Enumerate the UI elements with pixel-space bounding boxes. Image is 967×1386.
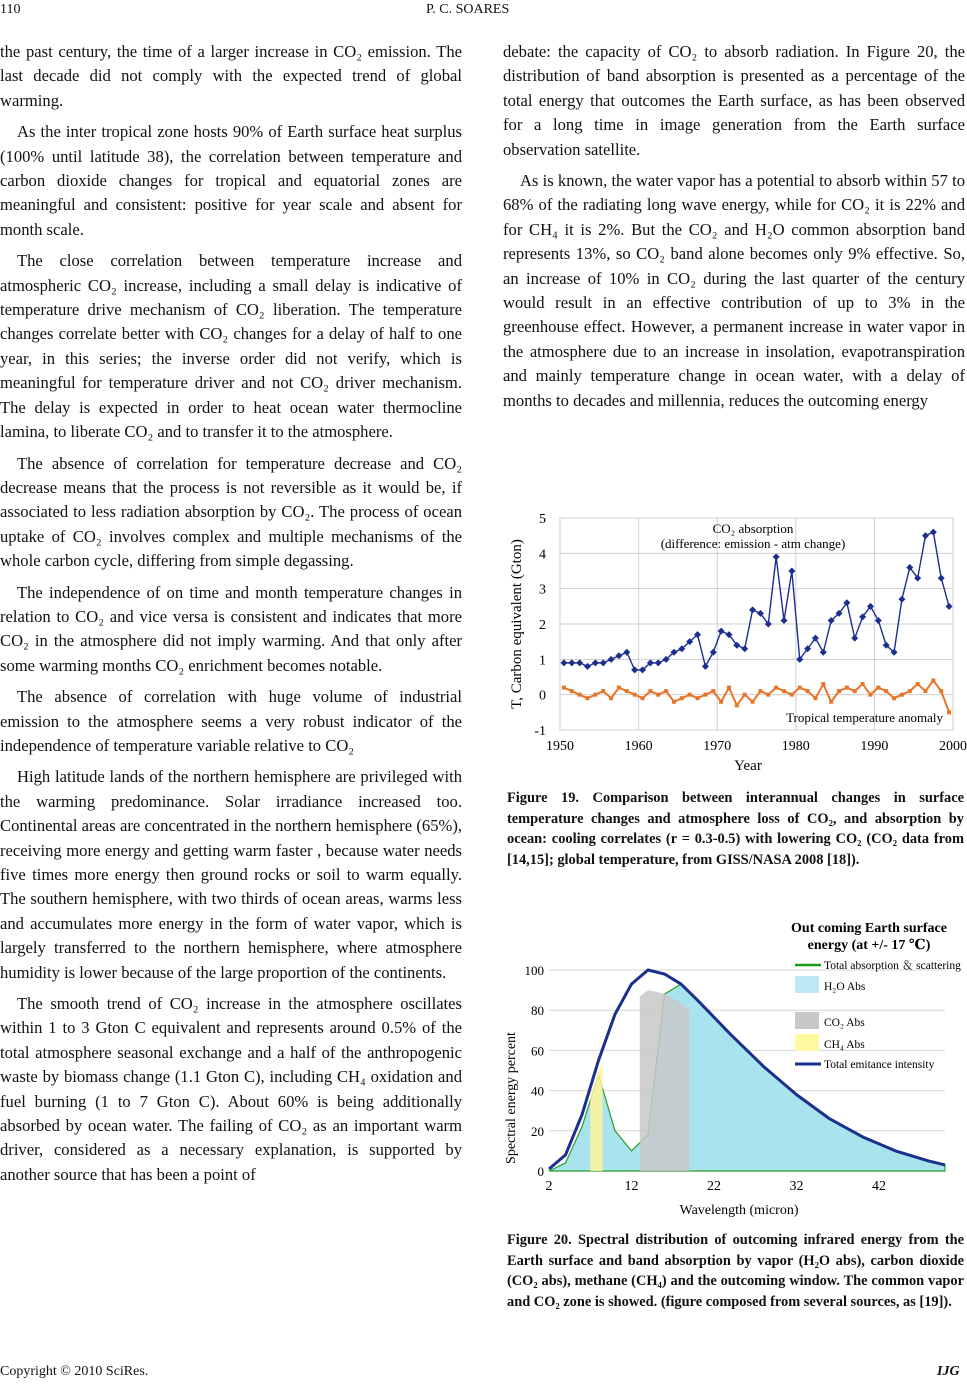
figure-19-caption: Figure 19. Comparison between interannual changes in surface temperature changes and atmosphere loss of CO₂, and absorption by ocean: cooling correlates (r = 0.3-0.5) with lowering CO₂ (CO₂ data from [14,15]; global temperature, from GISS/NASA 2008 [18]). (507, 790, 964, 868)
data-point (656, 693, 660, 697)
paragraph: debate: the capacity of CO₂ to absorb radiation. In Figure 20, the distribution of band absorption is presented as a percentage of the total energy that outcomes the Earth surface, as has been observed for a long time in image generation from the Earth surface observation satellite. (503, 42, 965, 159)
data-point (719, 700, 723, 704)
legend-swatch (795, 1012, 819, 1029)
data-point (916, 682, 920, 686)
legend-label: Total absorption ＆ scattering (824, 960, 961, 972)
data-point (908, 689, 912, 693)
data-point (609, 696, 613, 700)
y-tick-label: -1 (534, 724, 546, 739)
x-tick-label: 2000 (939, 739, 967, 754)
data-point (641, 696, 645, 700)
legend-label: CH₄ Abs (824, 1039, 865, 1051)
x-tick-label: 32 (789, 1179, 804, 1194)
data-point (727, 686, 731, 690)
data-point (782, 689, 786, 693)
chart-subtitle: energy (at +/- 17 ℃) (807, 938, 931, 953)
paragraph: The absence of correlation for temperature decrease and CO₂ decrease means that the process is not reversible as it would be, if associated to less radiation absorption by CO₂. The process of ocean uptake of CO₂ involves complex and multiple mechanisms of the whole carbon cycle, differing from simple degassing. (0, 453, 462, 571)
figure-19-chart (503, 508, 967, 778)
x-tick-label: 1960 (624, 739, 653, 754)
data-point (743, 693, 747, 697)
y-tick-label: 60 (531, 1043, 544, 1059)
figure-20-chart (499, 918, 965, 1218)
paragraph: As the inter tropical zone hosts 90% of Earth surface heat surplus (100% until latitude 38), the correlation between temperature and carbon dioxide changes for tropical and equatorial zones are meaningful and consistent: positive for year scale and absent for month scale. (0, 122, 462, 239)
data-point (790, 693, 794, 697)
paragraph: High latitude lands of the northern hemisphere are privileged with the warming predominance. Solar irradiance increased too. Continental areas are concentrated in the northern hemisphere (65%), receiving more energy and getting warm faster , because water needs five times more energy then ground rocks or soil to warm equally. The southern hemisphere, with two thirds of ocean areas, warms less and accumulates more energy in the form of water vapor, which is largely transferred to the northern hemisphere, where atmosphere humidity is lower because of the large proportion of the continents. (0, 767, 462, 982)
data-point (939, 689, 943, 693)
data-point (672, 700, 676, 704)
x-tick-label: 2 (545, 1179, 553, 1194)
y-tick-label: 1 (539, 653, 546, 669)
co2-absorption-area (640, 990, 690, 1171)
data-point (876, 686, 880, 690)
data-point (633, 693, 637, 697)
y-tick-label: 3 (539, 582, 546, 598)
data-point (806, 689, 810, 693)
y-tick-label: 40 (531, 1083, 544, 1099)
data-point (711, 689, 715, 693)
data-point (845, 686, 849, 690)
data-point (774, 686, 778, 690)
data-point (586, 696, 590, 700)
chart-title: CO₂ absorption (712, 521, 794, 536)
y-tick-label: 0 (537, 1164, 544, 1179)
data-point (617, 686, 621, 690)
data-point (703, 693, 707, 697)
x-tick-label: 22 (707, 1179, 721, 1194)
paragraph: the past century, the time of a larger increase in CO₂ emission. The last decade did not comply with the expected trend of global warming. (0, 42, 462, 110)
footer-journal: IJG (937, 1364, 960, 1379)
y-tick-label: 80 (531, 1003, 544, 1019)
paragraph: The smooth trend of CO₂ increase in the atmosphere oscillates within 1 to 3 Gton C equivalent and represents around 0.5% of the total atmosphere seasonal exchange and a half of the anthropogenic waste by biomass change (1.1 Gton C), including CH₄ oxidation and fuel burning (1 to 7 Gton C). About 60% is being additionally absorbed by ocean water. The failing of CO₂ as an important warm driver, considered as a necessary explanation, is supported by another source that has been a point of (0, 994, 462, 1184)
data-point (798, 686, 802, 690)
chart-title: Out coming Earth surface (791, 921, 947, 936)
data-point (758, 689, 762, 693)
data-point (853, 689, 857, 693)
data-point (625, 689, 629, 693)
data-point (688, 693, 692, 697)
x-axis-label: Year (734, 758, 762, 774)
data-point (931, 679, 935, 683)
right-column (503, 40, 965, 420)
legend-label: H₂O Abs (824, 981, 866, 993)
left-column (0, 40, 462, 1194)
data-point (861, 682, 865, 686)
paragraph: The close correlation between temperature increase and atmospheric CO₂ increase, including a small delay is indicative of temperature drive mechanism of CO₂ liberation. The temperature changes correlate better with CO₂ changes for a delay of half to one year, in this series; the inverse order did not verify, which is meaningful for temperature driver and not CO₂ driver mechanism. The delay is expected in order to heat ocean water thermocline lamina, to liberate CO₂ and to transfer it to the atmosphere. (0, 251, 462, 442)
x-tick-label: 1950 (546, 739, 574, 754)
data-point (947, 710, 951, 714)
legend-label: Total emitance intensity (824, 1059, 935, 1071)
h2o-absorption-area (549, 984, 945, 1171)
data-point (696, 696, 700, 700)
x-tick-label: 1970 (703, 739, 732, 754)
chart-annotation: Tropical temperature anomaly (786, 710, 943, 725)
figure-20-caption: Figure 20. Spectral distribution of outcoming infrared energy from the Earth surface and band absorption by vapor (H₂O abs), carbon dioxide (CO₂ abs), methane (CH₄) and the outcoming window. The common vapor and CO₂ zone is showed. (figure composed from several sources, as [19]). (507, 1232, 964, 1310)
data-point (923, 689, 927, 693)
paragraph: The absence of correlation with huge volume of industrial emission to the atmosphere seems a very robust indicator of the independence of temperature variable relative to CO₂ (0, 687, 462, 755)
legend-swatch (795, 1034, 819, 1051)
data-point (892, 696, 896, 700)
footer-copyright: Copyright © 2010 SciRes. (0, 1364, 149, 1379)
data-point (837, 689, 841, 693)
x-tick-label: 12 (624, 1179, 639, 1194)
y-tick-label: 4 (539, 547, 546, 563)
paragraph: The independence of on time and month temperature changes in relation to CO₂ and vice versa is consistent and indicates that more CO₂ in the atmosphere did not imply warming. And that only after some warming months CO₂ enrichment becomes notable. (0, 582, 462, 675)
running-title: P. C. SOARES (426, 2, 510, 17)
x-tick-label: 1990 (860, 739, 889, 754)
data-point (578, 693, 582, 697)
data-point (562, 686, 566, 690)
data-point (601, 689, 605, 693)
legend-label: CO₂ Abs (824, 1017, 865, 1029)
legend-swatch (795, 976, 819, 993)
y-tick-label: 100 (524, 963, 544, 978)
y-axis-label: Spectral energy percent (504, 1032, 519, 1164)
data-point (884, 689, 888, 693)
data-point (813, 696, 817, 700)
y-tick-label: 0 (539, 688, 546, 704)
y-axis-label: T, Carbon equivalent (Gton) (509, 539, 525, 709)
data-point (821, 682, 825, 686)
data-point (829, 700, 833, 704)
data-point (735, 703, 739, 707)
data-point (900, 693, 904, 697)
page-number: 110 (0, 2, 21, 17)
data-point (664, 689, 668, 693)
x-tick-label: 42 (872, 1179, 886, 1194)
data-point (680, 696, 684, 700)
x-axis-label: Wavelength (micron) (679, 1203, 799, 1218)
data-point (570, 689, 574, 693)
chart-subtitle: (difference: emission - atm change) (660, 536, 846, 551)
y-tick-label: 2 (539, 618, 546, 633)
data-point (648, 689, 652, 693)
data-point (766, 693, 770, 697)
data-point (868, 693, 872, 697)
data-point (751, 700, 755, 704)
y-tick-label: 5 (539, 512, 546, 527)
paragraph: As is known, the water vapor has a potential to absorb within 57 to 68% of the radiating long wave energy, while for CO₂ it is 22% and for CH₄ it is 2%. But the CO₂ and H₂O common absorption band represents 13%, so CO₂ band alone becomes only 9% effective. So, an increase of 10% in CO₂ during the last quarter of the century would result in an effective contribution of up to 3% in the greenhouse effect. However, a permanent increase in water vapor in the atmosphere due to an increase in insolation, evapotranspiration and mainly temperature change in ocean water, with a delay of months to decades and millennia, reduces the outcoming energy (503, 171, 965, 410)
y-tick-label: 20 (531, 1123, 544, 1139)
x-tick-label: 1980 (781, 739, 810, 754)
data-point (593, 693, 597, 697)
